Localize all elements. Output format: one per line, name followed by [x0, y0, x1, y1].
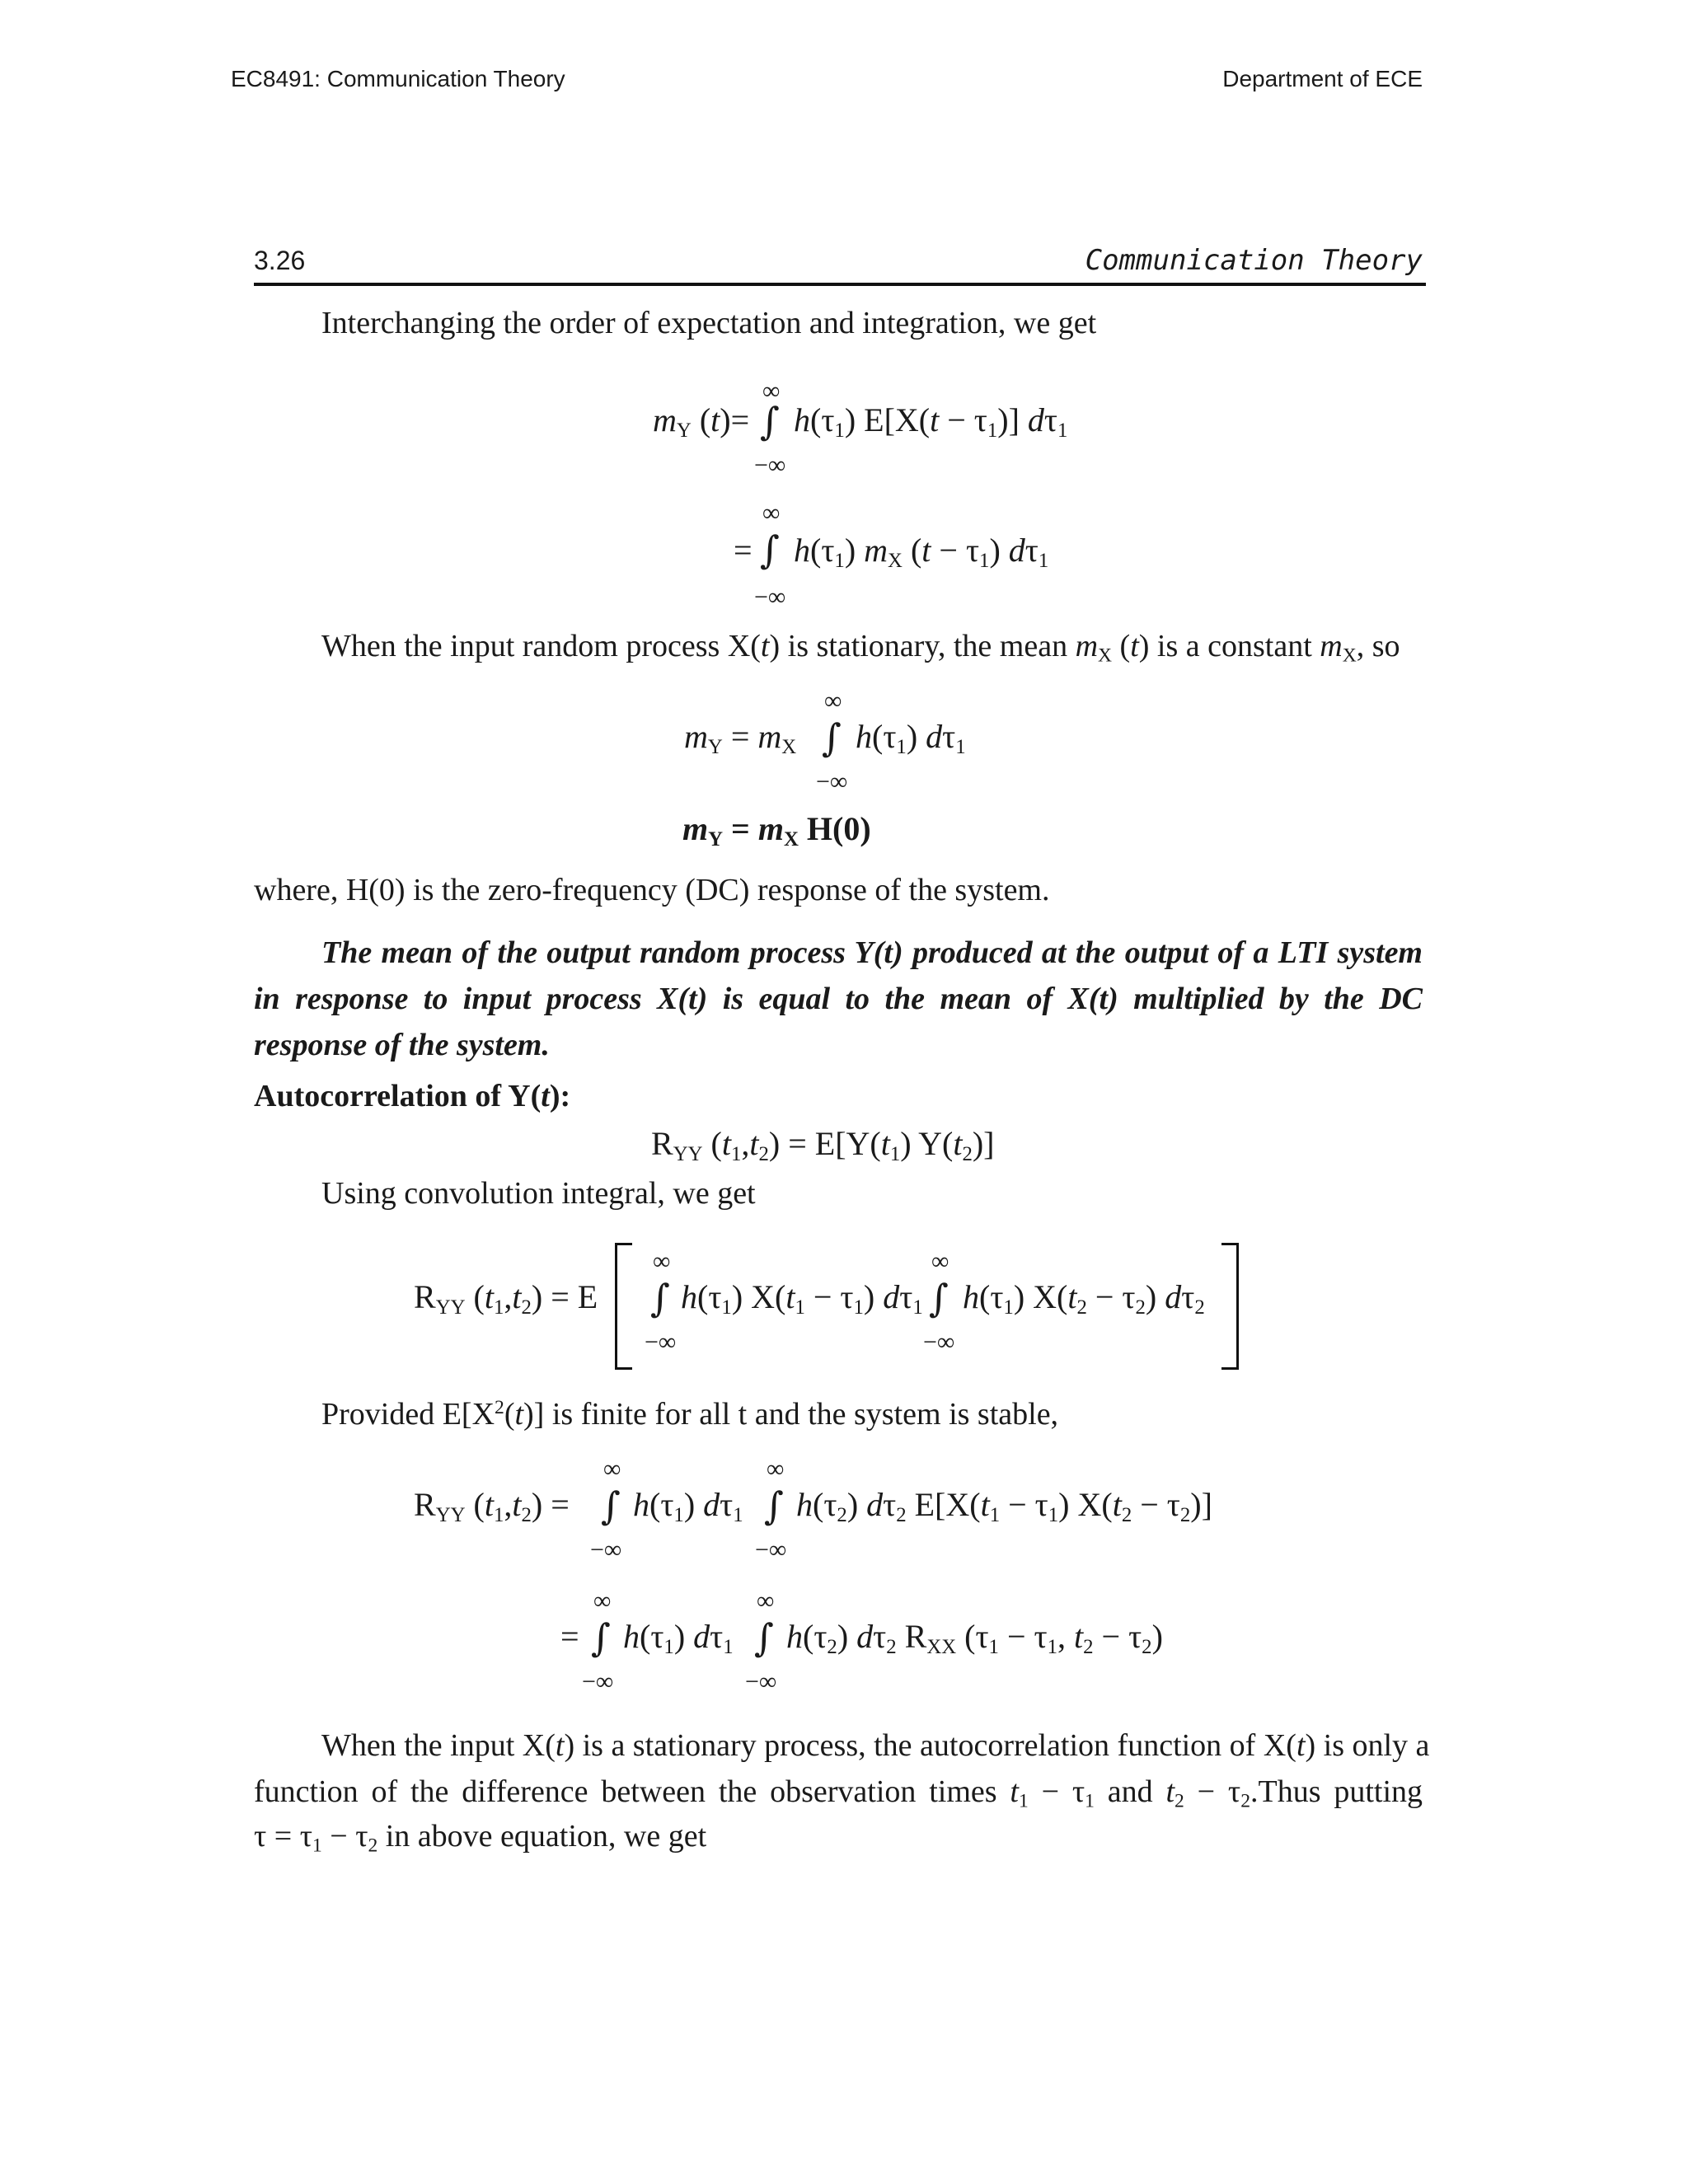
- upper-limit: ∞: [762, 377, 781, 405]
- book-title: Communication Theory: [1085, 244, 1423, 277]
- integral-sign: ∫: [601, 1483, 621, 1528]
- page-number: 3.26: [254, 246, 306, 275]
- paragraph-stationary-line-1: When the input X(t) is a stationary process, the autocorrelation function of X(t) is only a: [321, 1728, 1430, 1763]
- right-bracket: [1221, 1243, 1239, 1370]
- integral-sign: ∫: [764, 1483, 784, 1528]
- paragraph-stationary-line-3: $\tau = \tau_1 - \tau_2$ in above equation, we get: [254, 1819, 707, 1857]
- lower-limit: −∞: [754, 583, 786, 611]
- statement-line-3: response of the system.: [254, 1028, 550, 1062]
- document-header-right: Department of ECE: [1222, 66, 1423, 91]
- document-header-left: EC8491: Communication Theory: [231, 66, 565, 91]
- paragraph-provided: Provided $E[X^2(t)]$ is finite for all t and the system is stable,: [321, 1397, 1059, 1432]
- lower-limit: −∞: [582, 1668, 614, 1695]
- eq8-first-term: $h(\tau_1)$ $d\tau_1$: [623, 1618, 734, 1658]
- lower-limit: −∞: [745, 1668, 777, 1695]
- integral-sign: ∫: [754, 1615, 774, 1660]
- upper-limit: ∞: [603, 1455, 621, 1483]
- eq8-second-term: $h(\tau_2)$ $d\tau_2$ $R_{XX}$ ($\tau_1 - \tau_1$, $t_2 - \tau_2$): [786, 1618, 1163, 1658]
- header-rule: [254, 283, 1426, 286]
- integral-sign: ∫: [650, 1276, 670, 1320]
- integral-sign: ∫: [760, 399, 780, 443]
- eq3-rhs: $h(\tau_1)$ $d\tau_1$: [856, 718, 966, 758]
- lower-limit: −∞: [755, 1536, 787, 1563]
- lower-limit: −∞: [645, 1329, 677, 1356]
- equation-mean-result: $m_Y = m_X$ H(0): [682, 810, 871, 851]
- eq3-lhs: $m_Y = m_X$: [684, 718, 797, 758]
- eq6-second-term: $h(\tau_1) X(t_2 - \tau_2)$ $d\tau_2$: [963, 1278, 1205, 1319]
- upper-limit: ∞: [824, 687, 842, 715]
- paragraph-dc-response: where, H(0) is the zero-frequency (DC) response of the system.: [254, 873, 1050, 907]
- eq1-rhs: $h(\tau_1) E[X(t - \tau_1)]$ $d\tau_1$: [794, 401, 1068, 442]
- eq2-equals: =: [734, 532, 753, 569]
- paragraph-stationary-line-2: function of the difference between the observation times $t_1 - \tau_1$ and $t_2$ − $\tau_2.Thus$ putting: [254, 1774, 1423, 1812]
- upper-limit: ∞: [767, 1455, 785, 1483]
- paragraph-stationary: When the input random process X(t) is stationary, the mean $m_X$ (t) is a constant $m_X$, so: [321, 629, 1400, 667]
- equation-autocorr-definition: $R_{YY}$ $(t_1,t_2) = E[Y(t_1)$ $Y(t_2)$]: [651, 1125, 995, 1165]
- eq6-lhs: $R_{YY}$ $(t_1,t_2) = E$: [414, 1278, 598, 1319]
- eq8-equals: =: [560, 1618, 579, 1655]
- integral-sign: ∫: [591, 1615, 611, 1660]
- upper-limit: ∞: [931, 1248, 950, 1275]
- integral-sign: ∫: [929, 1276, 949, 1320]
- statement-line-2: in response to input process X(t) is equal to the mean of X(t) multiplied by the DC: [254, 982, 1423, 1016]
- upper-limit: ∞: [653, 1248, 671, 1275]
- eq1-lhs: $m_Y$ (t)=: [653, 401, 750, 442]
- eq7-first-term: $h(\tau_1)$ $d\tau_1$: [633, 1486, 743, 1526]
- upper-limit: ∞: [757, 1587, 775, 1615]
- statement-line-1: The mean of the output random process Y(t) produced at the output of a LTI system: [321, 935, 1423, 970]
- left-bracket: [615, 1243, 632, 1370]
- paragraph-convolution: Using convolution integral, we get: [321, 1176, 756, 1211]
- integral-sign: ∫: [760, 527, 780, 572]
- lower-limit: −∞: [923, 1329, 955, 1356]
- eq6-first-term: $h(\tau_1) X(t_1 - \tau_1)$ $d\tau_1$: [681, 1278, 923, 1319]
- lower-limit: −∞: [590, 1536, 622, 1563]
- eq7-lhs: $R_{YY}$ $(t_1,t_2)$ =: [414, 1486, 570, 1526]
- upper-limit: ∞: [762, 499, 781, 527]
- integral-sign: ∫: [822, 715, 842, 760]
- upper-limit: ∞: [593, 1587, 612, 1615]
- section-heading-autocorrelation: Autocorrelation of Y(t):: [254, 1079, 571, 1113]
- eq7-second-term: $h(\tau_2)$ $d\tau_2$ $E[X(t_1 - \tau_1) X(t_2 - \tau_2)]$: [796, 1486, 1212, 1526]
- lower-limit: −∞: [816, 768, 848, 795]
- eq2-rhs: $h(\tau_1)$ $m_X$ $(t - \tau_1)$ $d\tau_1$: [794, 532, 1049, 572]
- paragraph-interchanging: Interchanging the order of expectation and integration, we get: [321, 306, 1097, 340]
- lower-limit: −∞: [754, 452, 786, 479]
